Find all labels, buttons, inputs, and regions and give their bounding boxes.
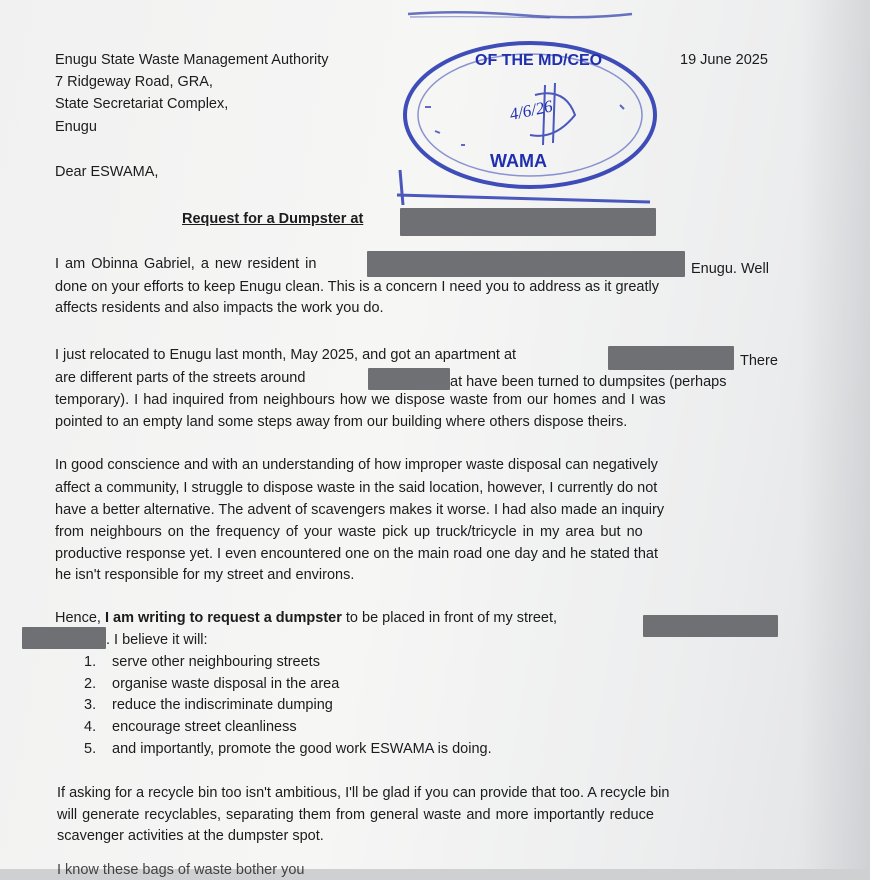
- stamp-signature: 4/6/26: [507, 96, 555, 125]
- sender-city: Enugu: [55, 119, 97, 135]
- redaction-apartment: [608, 346, 734, 370]
- redaction-street-name: [643, 615, 778, 637]
- para3-line6: he isn't responsible for my street and environs.: [55, 567, 355, 583]
- para3-line3: have a better alternative. The advent of scavengers makes it worse. I had also made an inquiry: [55, 502, 665, 518]
- subject-line: Request for a Dumpster at: [182, 211, 364, 227]
- list-item: 5. and importantly, promote the good work ESWAMA is doing.: [84, 741, 492, 757]
- para5-line1: If asking for a recycle bin too isn't ambitious, I'll be glad if you can provide that too. A recycle bin: [57, 785, 670, 801]
- list-item: 1. serve other neighbouring streets: [84, 654, 320, 670]
- para3-line1: In good conscience and with an understanding of how improper waste disposal can negatively: [55, 457, 658, 473]
- para4-line1: [55, 608, 557, 628]
- letter-date: 19 June 2025: [680, 52, 768, 68]
- para1-line1a: I am Obinna Gabriel, a new resident in: [55, 256, 317, 272]
- para2-line2a: are different parts of the streets around: [55, 370, 306, 386]
- official-stamp: [395, 35, 665, 210]
- sender-complex: State Secretariat Complex,: [55, 96, 229, 112]
- para4-request-bold: I am writing to request a dumpster: [104, 610, 342, 626]
- sender-street: 7 Ridgeway Road, GRA,: [55, 74, 213, 90]
- para2-line3: temporary). I had inquired from neighbours how we dispose waste from our homes and I was: [55, 392, 666, 408]
- para4-hence: Hence,: [55, 610, 105, 626]
- para3-line5: productive response yet. I even encountered one on the main road one day and he stated that: [55, 546, 658, 562]
- list-item: 4. encourage street cleanliness: [84, 719, 297, 735]
- stamp-bottom-text: WAMA: [490, 151, 547, 171]
- redaction-location: [367, 251, 685, 277]
- salutation: Dear ESWAMA,: [55, 164, 159, 180]
- redaction-street-cont: [22, 627, 106, 649]
- para1-line2: done on your efforts to keep Enugu clean. This is a concern I need you to address as it greatly: [55, 279, 660, 295]
- redaction-address: [400, 208, 656, 236]
- para3-line4: from neighbours on the frequency of your waste pick up truck/tricycle in my area but no: [55, 524, 643, 540]
- para1-line3: affects residents and also impacts the work you do.: [55, 300, 384, 316]
- para6-cutoff: I know these bags of waste bother you: [57, 862, 305, 878]
- para5-line2: will generate recyclables, separating them from general waste and more importantly reduce: [57, 807, 654, 823]
- para2-line1a: I just relocated to Enugu last month, May 2025, and got an apartment at: [55, 347, 517, 363]
- para2-line2b: at have been turned to dumpsites (perhaps: [450, 374, 727, 390]
- list-item: 2. organise waste disposal in the area: [84, 676, 340, 692]
- list-item: 3. reduce the indiscriminate dumping: [84, 697, 333, 713]
- para2-line1b: There: [740, 353, 778, 369]
- para4-line1-rest: to be placed in front of my street,: [341, 610, 558, 626]
- para5-line3: scavenger activities at the dumpster spot.: [57, 828, 324, 844]
- para2-line4: pointed to an empty land some steps away from our building where others dispose theirs.: [55, 414, 628, 430]
- para3-line2: affect a community, I struggle to dispose waste in the said location, however, I currently do not: [55, 480, 658, 496]
- para4-line2: . I believe it will:: [106, 632, 208, 648]
- ink-smudge: [400, 4, 640, 24]
- page-shadow: [800, 0, 870, 869]
- para1-line1b: Enugu. Well: [691, 261, 769, 277]
- redaction-street: [368, 368, 450, 390]
- stamp-top-text: OF THE MD/CEO: [475, 52, 603, 69]
- sender-name: Enugu State Waste Management Authority: [55, 52, 329, 68]
